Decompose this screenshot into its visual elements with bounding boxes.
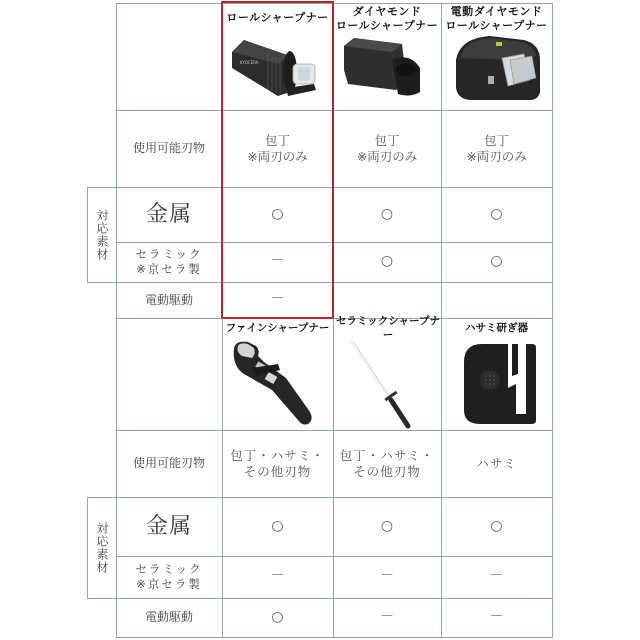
- row-label-usable-blades: [116, 110, 222, 187]
- product-name-line: ハサミ研ぎ器: [465, 322, 528, 335]
- cell-electric: [333, 282, 441, 318]
- cell-usable-blades: [333, 110, 441, 187]
- cell-text: ○: [380, 205, 394, 222]
- svg-text:KYOCERA: KYOCERA: [240, 60, 259, 65]
- product-name: [441, 320, 552, 338]
- cell-text: 包丁: [264, 132, 290, 148]
- product-name: [333, 4, 441, 34]
- fine-sharpener-image: [226, 338, 318, 428]
- row-label-text: 電動駆動: [144, 292, 193, 307]
- cell-text: －: [380, 608, 394, 625]
- cell-ceramic: [333, 242, 441, 282]
- row-label-electric: [116, 282, 222, 318]
- row-label-text: 使用可能刃物: [132, 456, 205, 470]
- cell-metal: [222, 497, 333, 556]
- row-label-metal: [116, 497, 222, 556]
- cell-text: 包丁: [483, 132, 509, 148]
- row-group-label-text: 対応素材: [95, 521, 109, 574]
- cell-text: ○: [271, 608, 284, 625]
- cell-electric: [441, 282, 552, 318]
- row-label-ceramic: [116, 556, 222, 598]
- cell-text: ○: [490, 517, 503, 534]
- row-label-electric: [116, 598, 222, 637]
- cell-text: ○: [490, 253, 503, 270]
- product-name-line: ロールシャープナー: [226, 10, 329, 24]
- cell-electric: [222, 598, 333, 637]
- cell-electric: [441, 598, 552, 637]
- row-group-label-text: 対応素材: [95, 208, 109, 261]
- cell-text: ○: [380, 253, 394, 270]
- diamond-roll-sharpener-image: [340, 34, 435, 102]
- product-name-line: ロールシャープナー: [335, 19, 439, 32]
- cell-usable-blades: [222, 430, 333, 497]
- product-name: [333, 315, 443, 341]
- product-name-line: セラミックシャープナー: [335, 315, 441, 341]
- row-group-label-material: [87, 187, 116, 282]
- grid-line: [116, 637, 553, 638]
- product-name-line: ダイヤモンド: [352, 4, 422, 18]
- cell-metal: [333, 497, 441, 556]
- cell-text: －: [380, 568, 394, 585]
- cell-text: ハサミ: [476, 455, 517, 471]
- cell-text: 包丁: [374, 132, 400, 148]
- cell-text: その他刃物: [353, 463, 421, 479]
- cell-metal: [441, 187, 552, 242]
- cell-ceramic: [222, 556, 333, 598]
- row-group-label-material: [87, 497, 116, 598]
- ceramic-sharpener-rod-image: [340, 338, 432, 430]
- row-label-text: ※京セラ製: [136, 262, 202, 276]
- row-label-text: ※京セラ製: [136, 577, 202, 591]
- cell-text: －: [489, 568, 504, 585]
- row-label-text: セラミック: [135, 247, 203, 262]
- cell-text: その他刃物: [243, 463, 312, 479]
- row-label-text: 金属: [145, 513, 192, 539]
- product-name-line: 電動ダイヤモンド: [450, 4, 543, 18]
- row-label-text: 電動駆動: [144, 610, 193, 624]
- cell-metal: [441, 497, 552, 556]
- cell-ceramic: [333, 556, 441, 598]
- cell-metal: [333, 187, 441, 242]
- cell-text: ○: [490, 205, 503, 222]
- cell-usable-blades: [441, 110, 552, 187]
- product-name-line: ファインシャープナー: [225, 322, 330, 335]
- product-name: [222, 320, 333, 338]
- cell-text: ○: [380, 517, 394, 534]
- scissors-sharpener-image: [460, 340, 540, 426]
- electric-diamond-roll-sharpener-image: [450, 30, 548, 104]
- highlight-box: [221, 1, 334, 319]
- row-label-text: セラミック: [135, 562, 203, 577]
- cell-electric: [333, 598, 441, 637]
- cell-text: －: [270, 291, 285, 308]
- cell-ceramic: [441, 556, 552, 598]
- cell-usable-blades: [441, 430, 552, 497]
- cell-usable-blades: [333, 430, 441, 497]
- row-label-usable-blades: [116, 430, 222, 497]
- row-label-ceramic: [116, 242, 222, 282]
- cell-text: ※両刃のみ: [356, 148, 418, 164]
- cell-text: －: [489, 608, 504, 625]
- cell-text: 包丁・ハサミ・: [230, 447, 325, 463]
- cell-text: ○: [271, 517, 284, 534]
- cell-text: 包丁・ハサミ・: [339, 447, 435, 463]
- cell-text: ※両刃のみ: [466, 148, 527, 164]
- cell-text: －: [270, 253, 285, 270]
- grid-line: [552, 318, 553, 638]
- row-label-metal: [116, 187, 222, 242]
- row-label-text: 使用可能刃物: [132, 141, 205, 155]
- row-label-text: 金属: [145, 201, 192, 227]
- cell-text: ○: [271, 205, 284, 222]
- cell-text: ※両刃のみ: [247, 148, 308, 164]
- grid-line: [552, 3, 553, 319]
- cell-ceramic: [441, 242, 552, 282]
- cell-text: －: [270, 568, 285, 585]
- product-name-line: ロールシャープナー: [445, 19, 548, 32]
